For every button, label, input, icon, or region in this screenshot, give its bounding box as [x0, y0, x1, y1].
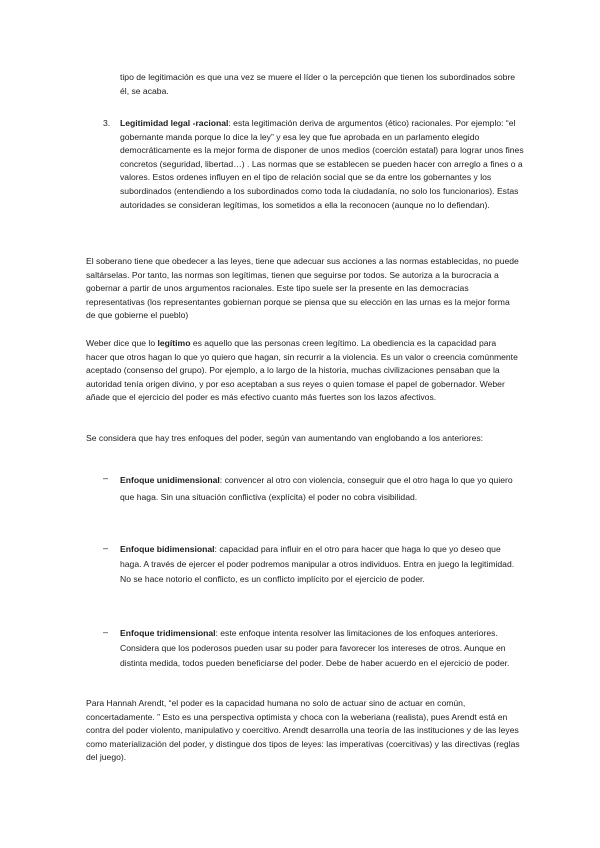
paragraph-soberano: El soberano tiene que obedecer a las leyes, tiene que adecuar sus acciones a las normas establecidas, no puede saltárselas. Por tanto, las normas son legítimas, tienen que seguirse por todos. Se autoriza a la burocracia a gobernar a partir de unos argumentos racionales. Este tipo suele ser la presente en las democracias representativas (los representantes gobiernan porque se piensa que su elección en las urnas es la mejor forma de que gobierne el pueblo) [86, 256, 519, 321]
paragraph-enfoques: Se considera que hay tres enfoques del poder, según van aumentando van englobando a los anteriores: [86, 433, 484, 443]
bullet-bidimensional-text: : capacidad para influir en el otro para hacer que haga lo que yo deseo que haga. A través de ejercer el poder podremos manipular a otros individuos. Entra en juego la legitimidad. No se hace notorio el conflicto, es un conflicto implícito por el ejercicio de poder. [120, 544, 515, 584]
term-legitimo: legítimo [157, 338, 191, 348]
item-legal-racional-text: : esta legitimación deriva de argumentos (ético) racionales. Por ejemplo: “el gobernante manda porque lo dice la ley” y esa ley que fue aprobada en un parlamento elegido democráticamente es la mejor forma de disponer de unos medios (coerción estatal) para lograr unos fines concretos (seguridad, libertad…) . Las normas que se establecen se pueden hacer con arreglo a fines o a valores. Estos ordenes influyen en el tipo de relación social que se da entre los gobernantes y los subordinados (entendiendo a los subordinados como toda la ciudadanía, no solo los funcionarios). Estas autoridades se consideran legítimas, los sometidos a ella la reconocen (aunque no lo defiendan). [120, 118, 524, 210]
paragraph-weber [86, 337, 520, 405]
term-legal-racional: Legitimidad legal -racional [120, 118, 229, 128]
bullet-bidimensional [120, 542, 520, 587]
intro-continuation: tipo de legitimación es que una vez se muere el líder o la percepción que tienen los subordinados sobre él, se acaba. [120, 72, 516, 96]
item-legal-racional [120, 117, 525, 212]
bullet-dash: – [103, 627, 109, 637]
bullet-tridimensional-text: : este enfoque intenta resolver las limitaciones de los enfoques anteriores. Considera que los poderosos pueden usar su poder para favorecer los intereses de otros. Aunque en distinta medida, todos pueden beneficiarse del poder. Debe de haber acuerdo en el ejercicio de poder. [120, 628, 510, 668]
bullet-dash: – [103, 473, 109, 483]
list-number-3: 3. [103, 118, 111, 128]
bullet-dash: – [103, 543, 109, 553]
bullet-unidimensional-text: : convencer al otro con violencia, conseguir que el otro haga lo que yo quiero que haga. Sin una situación conflictiva (explícita) el poder no cobra visibilidad. [120, 475, 513, 502]
term-tridimensional: Enfoque tridimensional [120, 628, 216, 638]
bullet-unidimensional [120, 472, 520, 506]
weber-post: es aquello que las personas creen legítimo. La obediencia es la capacidad para hacer que otros hagan lo que yo quiero que hagan, sin recurrir a la violencia. Es un valor o creencia comúnmente aceptado (consenso del grupo). Por ejemplo, a lo largo de la historia, muchas civilizaciones pensaban que la autoridad tenía origen divino, y por eso aceptaban a sus reyes o quien tomase el papel de gobernador. Weber añade que el ejercicio del poder es más efectivo cuanto más fuertes son los lazos afectivos. [86, 338, 518, 403]
paragraph-arendt: Para Hannah Arendt, “el poder es la capacidad humana no solo de actuar sino de actuar en común, concertadamente. ” Esto es una perspectiva optimista y choca con la weberiana (realista), pues Arendt está en contra del poder violento, manipulativo y coercitivo. Arendt desarrolla una teoría de las instituciones y de las leyes como materialización del poder, y distingue dos tipos de leyes: las imperativas (coercitivas) y las directivas (reglas del juego). [86, 698, 520, 763]
bullet-tridimensional [120, 626, 520, 671]
term-unidimensional: Enfoque unidimensional [120, 475, 220, 485]
term-bidimensional: Enfoque bidimensional [120, 544, 215, 554]
weber-pre: Weber dice que lo [86, 338, 158, 348]
